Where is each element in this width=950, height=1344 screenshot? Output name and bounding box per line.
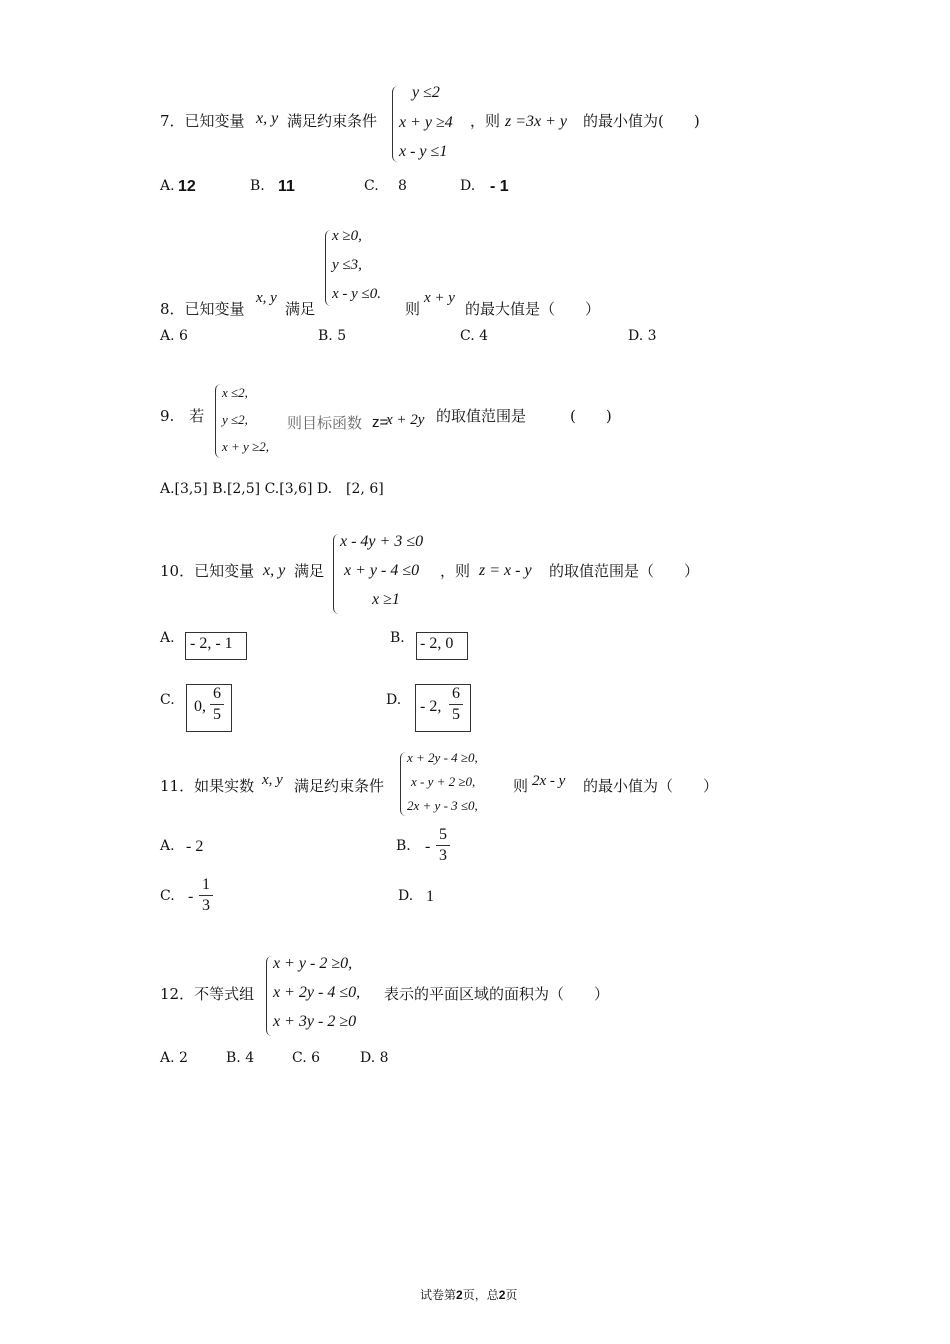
- q11-option-d: 1: [426, 888, 434, 905]
- q7-brace: [392, 86, 399, 162]
- q9-number: 9. 若: [160, 407, 205, 425]
- q10-sys-3: x ≥1: [372, 591, 400, 608]
- q9-paren: ( ): [570, 407, 612, 425]
- q11-objective: 2x - y: [532, 773, 566, 789]
- q7-option-c-label: C.: [364, 178, 379, 194]
- q7-option-d: - 1: [490, 178, 509, 195]
- q8-tail: 的最大值是（ ）: [465, 300, 601, 318]
- q10-sys-2: x + y - 4 ≤0: [344, 562, 420, 579]
- q11-brace: [400, 752, 407, 816]
- q11-number: 11．如果实数: [160, 777, 255, 795]
- q12-number: 12．不等式组: [160, 985, 255, 1003]
- q10-option-d-denominator: 5: [452, 706, 460, 723]
- q8-sys-2: y ≤3,: [332, 257, 362, 273]
- q10-condition: 满足: [294, 562, 325, 580]
- q8-then: 则: [405, 300, 421, 318]
- q10-option-b-label: B.: [390, 630, 405, 646]
- q11-option-a: - 2: [186, 838, 204, 855]
- q12-brace: [266, 956, 273, 1036]
- q7-option-a: 12: [178, 178, 196, 195]
- q11-then: 则: [513, 777, 529, 795]
- q7-vars: x, y: [256, 110, 279, 127]
- q12-sys-1: x + y - 2 ≥0,: [273, 955, 353, 972]
- q10-option-d-fraction: [449, 685, 463, 724]
- q8-brace: [325, 230, 332, 306]
- q7-option-c: 8: [398, 178, 407, 194]
- q8-option-a: A. 6: [160, 328, 188, 344]
- q11-vars: x, y: [262, 772, 283, 788]
- q11-option-c-sign: -: [188, 888, 194, 905]
- q10-option-a-label: A.: [160, 630, 175, 646]
- q7-option-b-label: B.: [250, 178, 265, 194]
- q10-then: ，则: [440, 562, 471, 580]
- q7-then: ，则: [470, 112, 501, 130]
- q12-sys-3: x + 3y - 2 ≥0: [273, 1013, 357, 1030]
- footer-middle: 页，总: [462, 1288, 499, 1302]
- q9-then: 则目标函数: [287, 414, 363, 432]
- footer-suffix: 页: [505, 1288, 518, 1302]
- q10-option-c-numerator: 6: [213, 685, 221, 702]
- q11-option-b-label: B.: [396, 838, 411, 854]
- q7-option-a-label: A.: [160, 178, 175, 194]
- q11-option-b-denominator: 3: [439, 847, 447, 864]
- q10-objective: z = x - y: [479, 562, 532, 579]
- q11-option-b-fraction: [436, 826, 450, 865]
- q10-option-c-label: C.: [160, 692, 175, 708]
- q11-option-b-numerator: 5: [439, 826, 447, 843]
- footer-prefix: 试卷第: [420, 1288, 457, 1302]
- page-footer: [420, 1286, 517, 1303]
- q7-option-d-label: D.: [460, 178, 476, 194]
- q11-option-b-sign: -: [425, 838, 431, 855]
- q10-option-d-numerator: 6: [452, 685, 460, 702]
- q11-option-c-denominator: 3: [202, 897, 210, 914]
- q8-option-b: B. 5: [318, 328, 347, 344]
- q10-option-a: - 2, - 1: [190, 635, 233, 652]
- q7-sys-3: x - y ≤1: [399, 143, 448, 160]
- q10-option-c-fraction: [210, 685, 224, 724]
- q11-option-d-label: D.: [398, 888, 414, 904]
- q7-option-b: 11: [278, 178, 295, 195]
- q11-option-a-label: A.: [160, 838, 175, 854]
- q7-number: 7．已知变量: [160, 112, 245, 130]
- q11-option-c-fraction: [199, 876, 213, 915]
- q11-option-c-label: C.: [160, 888, 175, 904]
- q9-options: A.[3,5] B.[2,5] C.[3,6] D. [2, 6]: [160, 481, 384, 497]
- q8-option-c: C. 4: [460, 328, 489, 344]
- q8-option-d: D. 3: [628, 328, 657, 344]
- q7-condition: 满足约束条件: [287, 112, 378, 130]
- q8-vars: x, y: [256, 290, 277, 306]
- q9-brace: [215, 384, 222, 458]
- q12-option-a: A. 2: [160, 1050, 188, 1066]
- q8-condition: 满足: [285, 300, 316, 318]
- q10-option-c-pre: 0,: [194, 698, 206, 715]
- q11-sys-1: x + 2y - 4 ≥0,: [407, 750, 478, 765]
- q10-option-d-pre: - 2,: [420, 698, 442, 715]
- q10-vars: x, y: [263, 562, 286, 579]
- q10-option-d-label: D.: [386, 692, 402, 708]
- q11-sys-3: 2x + y - 3 ≤0,: [407, 798, 478, 813]
- q8-number: 8．已知变量: [160, 300, 245, 318]
- q7-sys-2: x + y ≥4: [399, 114, 453, 131]
- q12-sys-2: x + 2y - 4 ≤0,: [273, 984, 361, 1001]
- q10-tail: 的取值范围是（ ）: [549, 562, 700, 580]
- q7-objective: z =3x + y: [505, 113, 568, 130]
- q10-option-c-bracket: [186, 684, 232, 732]
- q10-option-c-denominator: 5: [213, 706, 221, 723]
- footer-total-pages: 2: [498, 1288, 506, 1302]
- q12-option-c: C. 6: [292, 1050, 321, 1066]
- q9-sys-2: y ≤2,: [222, 412, 248, 427]
- q7-sys-1: y ≤2: [412, 84, 440, 101]
- q10-number: 10．已知变量: [160, 562, 255, 580]
- q9-objective: x + 2y: [386, 412, 425, 428]
- q9-sys-1: x ≤2,: [222, 385, 248, 400]
- q11-sys-2: x - y + 2 ≥0,: [411, 774, 476, 789]
- q12-option-b: B. 4: [226, 1050, 255, 1066]
- footer-page-number: 2: [456, 1288, 463, 1302]
- q11-option-c-numerator: 1: [202, 876, 210, 893]
- q7-tail: 的最小值为( ): [583, 112, 700, 130]
- q8-sys-1: x ≥0,: [332, 228, 362, 244]
- q10-brace: [333, 534, 340, 614]
- q8-objective: x + y: [424, 290, 455, 306]
- q9-objective-z: z=: [372, 414, 389, 431]
- q9-sys-3: x + y ≥2,: [222, 439, 269, 454]
- q11-condition: 满足约束条件: [294, 777, 385, 795]
- q11-tail: 的最小值为（ ）: [583, 777, 719, 795]
- q12-option-d: D. 8: [360, 1050, 389, 1066]
- q12-tail: 表示的平面区域的面积为（ ）: [384, 985, 610, 1003]
- q10-sys-1: x - 4y + 3 ≤0: [340, 533, 424, 550]
- q8-sys-3: x - y ≤0.: [332, 286, 382, 302]
- q10-option-b: - 2, 0: [420, 635, 454, 652]
- q9-tail: 的取值范围是: [436, 407, 527, 425]
